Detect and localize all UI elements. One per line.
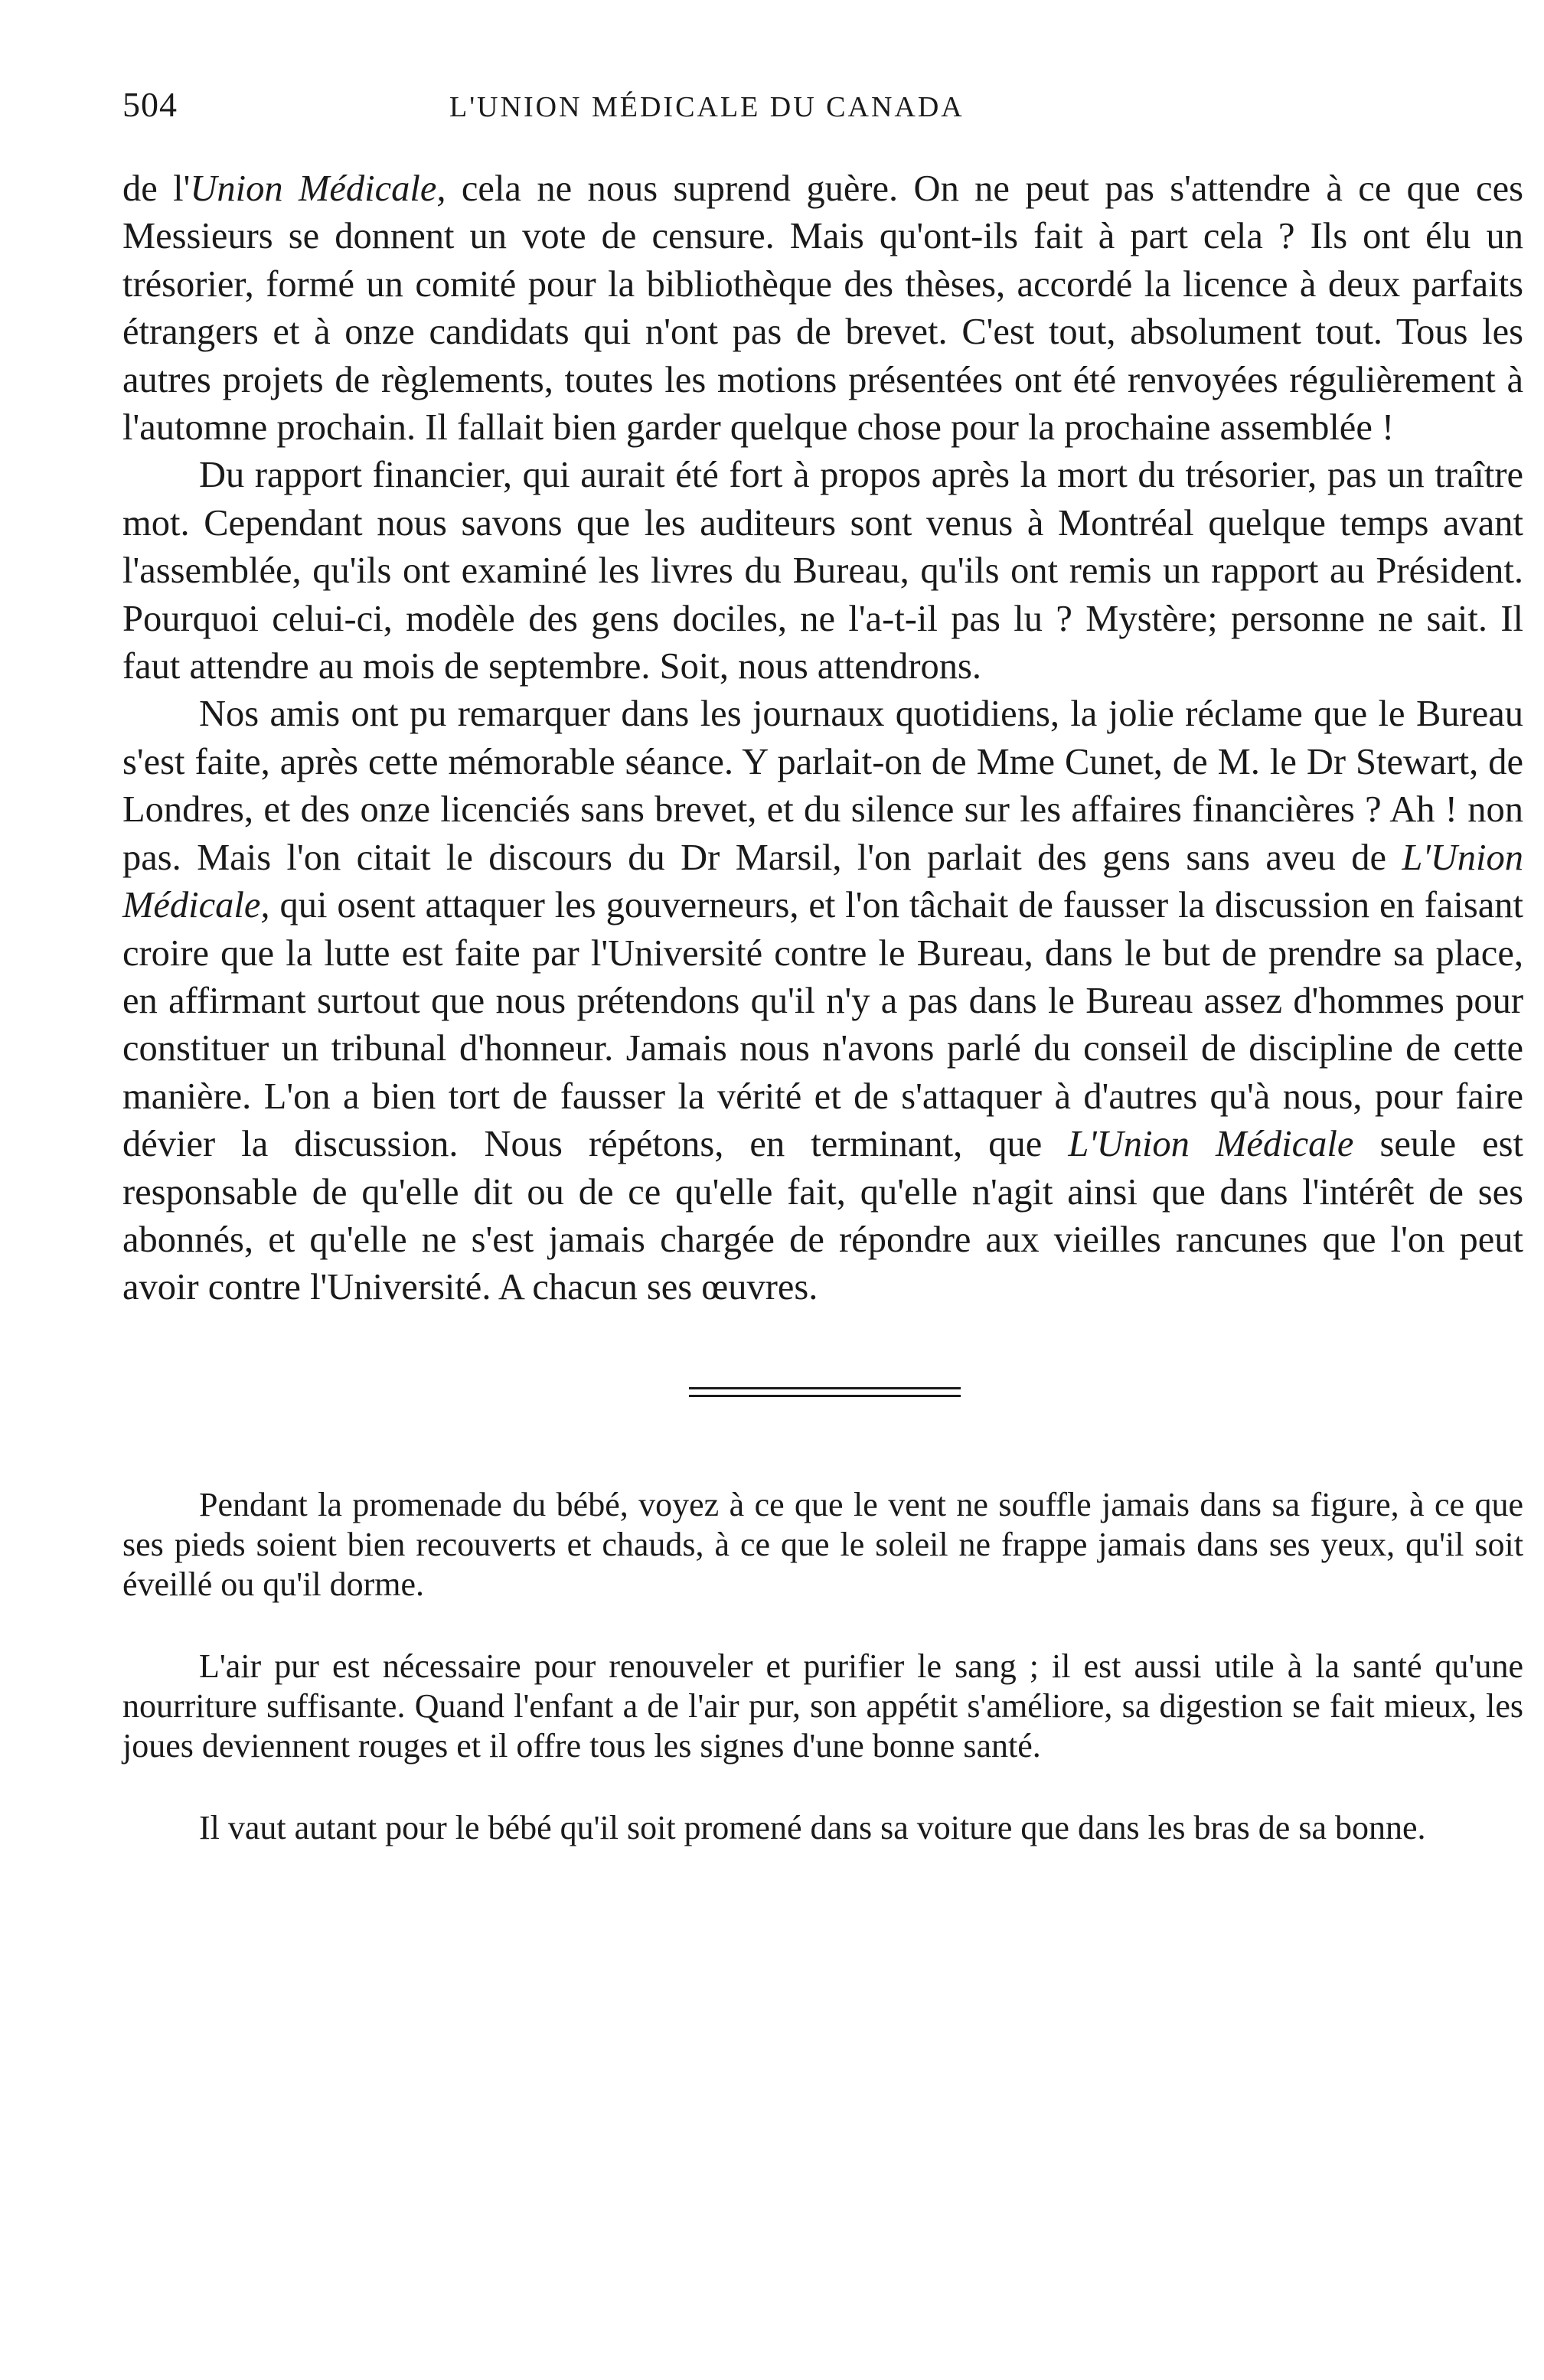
- journal-name-italic: L'Union Médicale,: [122, 837, 1523, 926]
- running-head: [122, 84, 1523, 138]
- article-paragraph-2: Du rapport financier, qui aurait été fort à propos après la mort du trésorier, pas un traître mot. Cependant nous savons que les auditeurs sont venus à Montréal quelque temps avant l'assemblée, qu'ils ont examiné les livres du Bureau, qu'ils ont remis un rapport au Président. Pourquoi celui-ci, modèle des gens dociles, ne l'a-t-il pas lu ? Mystère; personne ne sait. Il faut attendre au mois de septembre. Soit, nous attendrons.: [122, 455, 1523, 687]
- journal-name-italic: L'Union Médicale: [1068, 1124, 1354, 1165]
- note-paragraph: Il vaut autant pour le bébé qu'il soit promené dans sa voiture que dans les bras de sa bonne.: [199, 1808, 1426, 1846]
- article-body: [122, 165, 1523, 1312]
- separator-rule: [689, 1395, 961, 1397]
- section-separator: [689, 1387, 961, 1397]
- journal-page: [122, 84, 1523, 1890]
- paragraph-text: Nos amis ont pu remarquer dans les journaux quotidiens, la jolie réclame que le Bureau s'est faite, après cette mémorable séance. Y parlait-on de Mme Cunet, de M. le Dr Stewart, de Londres, et des onze licenciés sans brevet, et du silence sur les affaires financières ? Ah ! non pas. Mais l'on citait le discours du Dr Marsil, l'on parlait des gens sans aveu de: [122, 694, 1523, 878]
- journal-title: L'UNION MÉDICALE DU CANADA: [449, 91, 965, 123]
- journal-name-italic: Union Médicale,: [190, 168, 446, 209]
- notes-section: [122, 1485, 1523, 1848]
- paragraph-text: cela ne nous suprend guère. On ne peut pas s'attendre à ce que ces Messieurs se donnent un vote de censure. Mais qu'ont-ils fait à part cela ? Ils ont élu un trésorier, formé un comité pour la bibliothèque des thèses, accordé la licence à deux parfaits étrangers et à onze candidats qui n'ont pas de brevet. C'est tout, absolument tout. Tous les autres projets de règlements, toutes les motions présentées ont été renvoyées régulièrement à l'automne prochain. Il fallait bien garder quelque chose pour la prochaine assemblée !: [122, 168, 1523, 449]
- article-paragraph-3: [122, 690, 1523, 1311]
- paragraph-text: qui osent attaquer les gouverneurs, et l'on tâchait de fausser la discussion en faisant croire que la lutte est faite par l'Université contre le Bureau, dans le but de prendre sa place, en affirmant surtout que nous prétendons qu'il n'y a pas dans le Bureau assez d'hommes pour constituer un tribunal d'honneur. Jamais nous n'avons parlé du conseil de discipline de cette manière. L'on a bien tort de fausser la vérité et de s'attaquer à d'autres qu'à nous, pour faire dévier la discussion. Nous répétons, en terminant, que: [122, 885, 1523, 1165]
- article-paragraph-1: [122, 165, 1523, 452]
- paragraph-text: de l': [122, 168, 191, 209]
- page-number: 504: [122, 85, 178, 124]
- paragraph-text: seule est responsable de qu'elle dit ou de ce qu'elle fait, qu'elle n'agit ainsi que dans l'intérêt de ses abonnés, et qu'elle ne s'est jamais chargée de répondre aux vieilles rancunes que l'on peut avoir contre l'Université. A chacun ses œuvres.: [122, 1124, 1524, 1308]
- separator-rule: [689, 1387, 961, 1389]
- note-paragraph: Pendant la promenade du bébé, voyez à ce que le vent ne souffle jamais dans sa figure, à ce que ses pieds soient bien recouverts et chauds, à ce que le soleil ne frappe jamais dans ses yeux, qu'il soit éveillé ou qu'il dorme.: [122, 1485, 1523, 1603]
- note-paragraph: L'air pur est nécessaire pour renouveler et purifier le sang ; il est aussi utile à la santé qu'une nourriture suffisante. Quand l'enfant a de l'air pur, son appétit s'améliore, sa digestion se fait mieux, les joues deviennent rouges et il offre tous les signes d'une bonne santé.: [122, 1647, 1523, 1765]
